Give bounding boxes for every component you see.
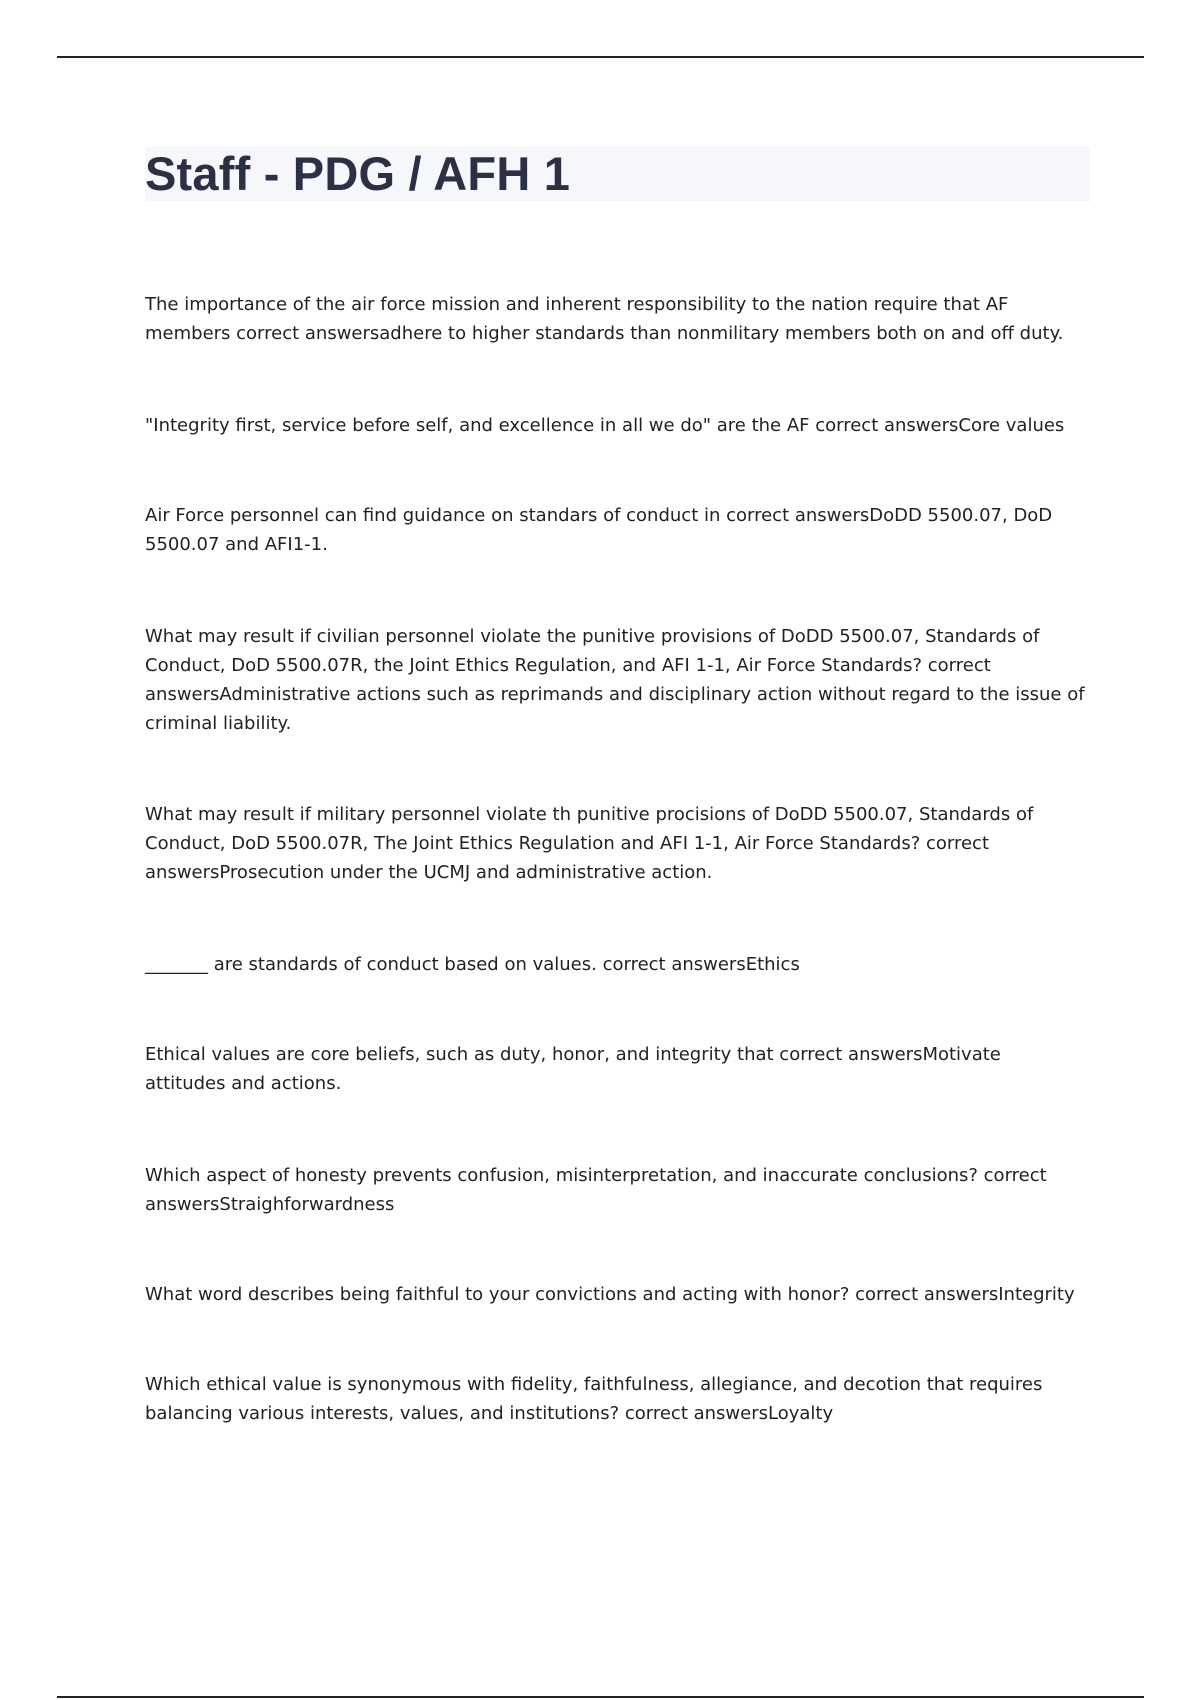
qa-entry-3: Air Force personnel can find guidance on standars of conduct in correct answersDoDD 5500.07, DoD 5500.07 and AFI1-1. bbox=[145, 505, 1053, 555]
qa-entry-6: _______ are standards of conduct based on values. correct answersEthics bbox=[145, 954, 800, 975]
qa-entry-8: Which aspect of honesty prevents confusion, misinterpretation, and inaccurate conclusions? correct answersStraighforwardness bbox=[145, 1165, 1047, 1215]
qa-entry-5: What may result if military personnel violate th punitive procisions of DoDD 5500.07, Standards of Conduct, DoD 5500.07R, The Joint Ethics Regulation and AFI 1-1, Air Force Standards? correct answersProsecution under the UCMJ and administrative action. bbox=[145, 804, 1034, 883]
page-title: Staff - PDG / AFH 1 bbox=[145, 147, 571, 200]
qa-entry-7: Ethical values are core beliefs, such as duty, honor, and integrity that correct answersMotivate attitudes and actions. bbox=[145, 1044, 1001, 1094]
page-bottom-rule bbox=[57, 1696, 1144, 1698]
qa-entry-2: "Integrity first, service before self, and excellence in all we do" are the AF correct answersCore values bbox=[145, 415, 1065, 436]
qa-entry-1: The importance of the air force mission and inherent responsibility to the nation require that AF members correct answersadhere to higher standards than nonmilitary members both on and off duty. bbox=[145, 294, 1064, 344]
qa-entry-9: What word describes being faithful to your convictions and acting with honor? correct answersIntegrity bbox=[145, 1284, 1075, 1305]
page-top-rule bbox=[57, 56, 1144, 58]
qa-entry-10: Which ethical value is synonymous with fidelity, faithfulness, allegiance, and decotion that requires balancing various interests, values, and institutions? correct answersLoyalty bbox=[145, 1374, 1043, 1424]
qa-entry-4: What may result if civilian personnel violate the punitive provisions of DoDD 5500.07, Standards of Conduct, DoD 5500.07R, the Joint Ethics Regulation, and AFI 1-1, Air Force Standards? correct answersAdministrative actions such as reprimands and disciplinary action without regard to the issue of criminal liability. bbox=[145, 626, 1085, 734]
